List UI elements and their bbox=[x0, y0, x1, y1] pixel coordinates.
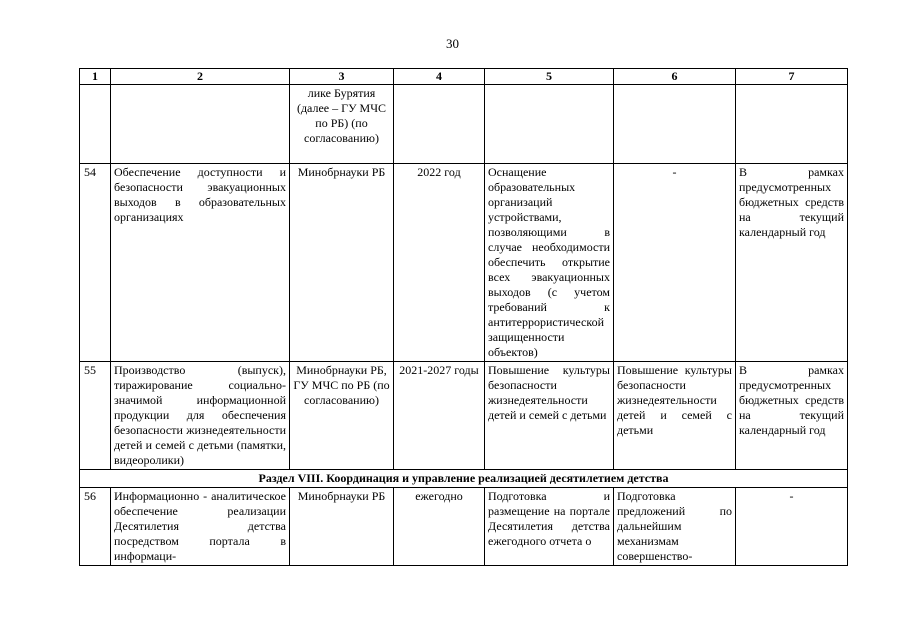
table-row bbox=[80, 362, 848, 470]
cell-result bbox=[485, 85, 614, 164]
cell-measure bbox=[111, 85, 290, 164]
cell-measure: Производство (выпуск), тиражирование социально-значимой информационной продукции для обеспечения безопасности жизнедеятельности детей и семей с детьми (памятки, видеоролики) bbox=[111, 362, 290, 470]
column-header-4: 4 bbox=[394, 69, 485, 85]
cell-result: Подготовка и размещение на портале Десятилетия детства ежегодного отчета о bbox=[485, 488, 614, 566]
column-header-5: 5 bbox=[485, 69, 614, 85]
cell-indicator: Повышение культуры безопасности жизнедеятельности детей и семей с детьми bbox=[614, 362, 736, 470]
cell-measure: Информационно - аналитическое обеспечение реализации Десятилетия детства посредством портала в информаци- bbox=[111, 488, 290, 566]
cell-term: 2022 год bbox=[394, 164, 485, 362]
cell-indicator bbox=[614, 85, 736, 164]
section-header-row bbox=[80, 470, 848, 488]
column-header-7: 7 bbox=[736, 69, 848, 85]
cell-executor: Минобрнауки РБ, ГУ МЧС по РБ (по согласованию) bbox=[290, 362, 394, 470]
cell-num bbox=[80, 85, 111, 164]
cell-num: 56 bbox=[80, 488, 111, 566]
cell-funding: В рамках предусмотренных бюджетных средств на текущий календарный год bbox=[736, 164, 848, 362]
cell-term: 2021-2027 годы bbox=[394, 362, 485, 470]
cell-result: Оснащение образовательных организаций устройствами, позволяющими в случае необходимости обеспечить открытие всех эвакуационных выходов (с учетом требований к антитеррористической защищенности объектов) bbox=[485, 164, 614, 362]
column-header-6: 6 bbox=[614, 69, 736, 85]
table-row-continuation bbox=[80, 85, 848, 164]
page-number: 30 bbox=[446, 36, 459, 51]
table-row bbox=[80, 164, 848, 362]
measures-table bbox=[79, 68, 848, 566]
cell-funding: - bbox=[736, 488, 848, 566]
cell-executor: Минобрнауки РБ bbox=[290, 488, 394, 566]
cell-executor: лике Бурятия (далее – ГУ МЧС по РБ) (по согласованию) bbox=[290, 85, 394, 164]
column-header-2: 2 bbox=[111, 69, 290, 85]
table-row bbox=[80, 488, 848, 566]
cell-term: ежегодно bbox=[394, 488, 485, 566]
cell-indicator: Подготовка предложений по дальнейшим механизмам совершенство- bbox=[614, 488, 736, 566]
cell-funding: В рамках предусмотренных бюджетных средств на текущий календарный год bbox=[736, 362, 848, 470]
column-number-row bbox=[80, 69, 848, 85]
cell-num: 55 bbox=[80, 362, 111, 470]
cell-funding bbox=[736, 85, 848, 164]
cell-executor: Минобрнауки РБ bbox=[290, 164, 394, 362]
cell-term bbox=[394, 85, 485, 164]
cell-indicator: - bbox=[614, 164, 736, 362]
column-header-3: 3 bbox=[290, 69, 394, 85]
cell-result: Повышение культуры безопасности жизнедеятельности детей и семей с детьми bbox=[485, 362, 614, 470]
section-title: Раздел VIII. Координация и управление реализацией десятилетием детства bbox=[80, 470, 848, 488]
cell-num: 54 bbox=[80, 164, 111, 362]
cell-measure: Обеспечение доступности и безопасности эвакуационных выходов в образовательных организациях bbox=[111, 164, 290, 362]
column-header-1: 1 bbox=[80, 69, 111, 85]
